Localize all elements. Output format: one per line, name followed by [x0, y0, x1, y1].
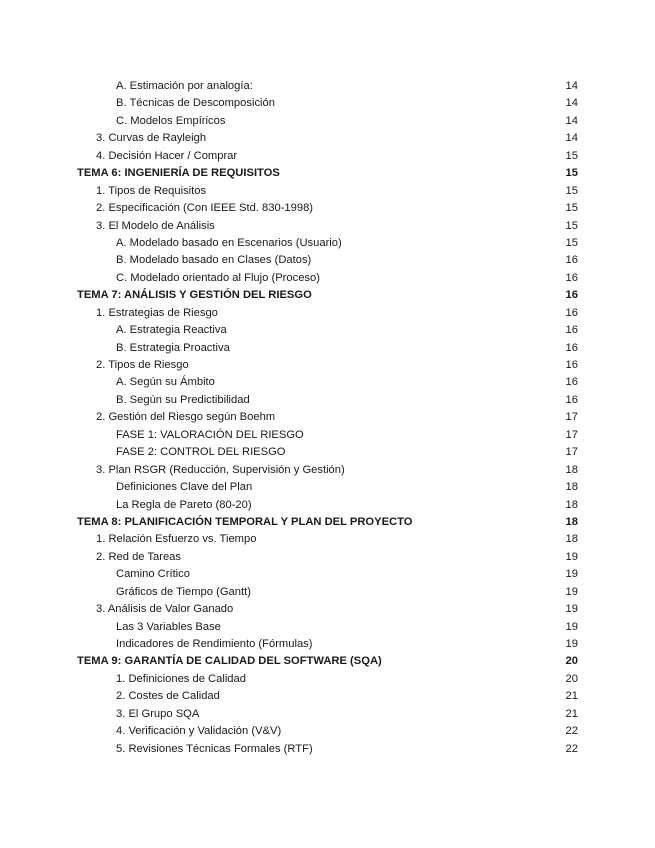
- toc-entry-label: FASE 2: CONTROL DEL RIESGO: [116, 446, 286, 459]
- toc-page-number: 19: [565, 638, 578, 650]
- toc-entry[interactable]: [0, 183, 655, 200]
- toc-entry-label: B. Estrategia Proactiva: [116, 341, 230, 354]
- toc-entry-label: 2. Gestión del Riesgo según Boehm: [96, 411, 276, 424]
- toc-entry[interactable]: [0, 130, 655, 147]
- toc-page-number: 15: [565, 149, 578, 162]
- toc-page-number: 16: [565, 376, 578, 389]
- toc-page-number: 19: [565, 603, 578, 616]
- toc-entry-label: 5. Revisiones Técnicas Formales (RTF): [116, 742, 313, 755]
- toc-page-number: 19: [565, 568, 578, 581]
- toc-entry[interactable]: [0, 322, 655, 339]
- toc-entry[interactable]: [0, 78, 655, 95]
- toc-entry[interactable]: [0, 566, 655, 583]
- toc-entry[interactable]: [0, 497, 655, 514]
- toc-entry[interactable]: [0, 95, 655, 112]
- toc-entry-label: A. Estrategia Reactiva: [116, 324, 227, 337]
- toc-page-number: 16: [565, 254, 578, 267]
- toc-page-number: 18: [565, 533, 578, 546]
- toc-entry[interactable]: [0, 479, 655, 496]
- toc-entry-label: 3. Análisis de Valor Ganado: [96, 603, 234, 616]
- toc-entry[interactable]: [0, 462, 655, 479]
- toc-entry[interactable]: [0, 218, 655, 235]
- toc-entry-label: Indicadores de Rendimiento (Fórmulas): [116, 638, 313, 650]
- toc-chapter-heading[interactable]: [0, 287, 655, 304]
- toc-page-number: 18: [565, 498, 578, 511]
- toc-page-number: 15: [565, 219, 578, 232]
- toc-entry-label: B. Técnicas de Descomposición: [116, 97, 275, 110]
- toc-entry-label: 1. Definiciones de Calidad: [116, 672, 246, 685]
- toc-entry-label: 2. Especificación (Con IEEE Std. 830-1998): [96, 202, 314, 215]
- toc-entry[interactable]: [0, 688, 655, 705]
- toc-entry[interactable]: [0, 392, 655, 409]
- toc-page-number: 15: [565, 184, 578, 197]
- toc-entry[interactable]: [0, 357, 655, 374]
- toc-entry-label: 4. Verificación y Validación (V&V): [116, 725, 282, 738]
- toc-entry-label: C. Modelado orientado al Flujo (Proceso): [116, 271, 320, 284]
- toc-page-number: 16: [565, 341, 578, 354]
- toc-page-number: 14: [565, 114, 578, 127]
- toc-page-number: 17: [565, 428, 578, 441]
- toc-entry[interactable]: [0, 148, 655, 165]
- toc-entry-label: A. Según su Ámbito: [116, 376, 215, 389]
- toc-chapter-heading[interactable]: [0, 514, 655, 531]
- toc-entry-label: FASE 1: VALORACIÓN DEL RIESGO: [116, 428, 304, 441]
- toc-entry[interactable]: [0, 305, 655, 322]
- toc-page-number: 16: [565, 289, 578, 302]
- toc-entry[interactable]: [0, 723, 655, 740]
- toc-entry-label: A. Modelado basado en Escenarios (Usuario): [116, 236, 342, 249]
- toc-entry[interactable]: [0, 584, 655, 601]
- toc-entry-label: 4. Decisión Hacer / Comprar: [96, 149, 238, 162]
- toc-page-number: 15: [565, 167, 578, 180]
- toc-entry-label: Gráficos de Tiempo (Gantt): [116, 585, 251, 598]
- toc-entry[interactable]: [0, 235, 655, 252]
- toc-entry[interactable]: [0, 340, 655, 357]
- toc-entry[interactable]: [0, 531, 655, 548]
- toc-entry-label: 2. Costes de Calidad: [116, 690, 220, 703]
- toc-entry-label: 1. Tipos de Requisitos: [96, 184, 207, 197]
- toc-entry-label: 2. Tipos de Riesgo: [96, 359, 189, 371]
- toc-entry-label: Las 3 Variables Base: [116, 620, 221, 633]
- toc-page-number: 16: [565, 393, 578, 406]
- toc-entry[interactable]: [0, 549, 655, 566]
- toc-page-number: 16: [565, 271, 578, 284]
- toc-page-number: 19: [565, 550, 578, 563]
- toc-entry[interactable]: [0, 113, 655, 130]
- toc-entry[interactable]: [0, 409, 655, 426]
- toc-entry-label: 3. Curvas de Rayleigh: [96, 132, 207, 145]
- toc-entry[interactable]: [0, 741, 655, 758]
- toc-entry-label: TEMA 9: GARANTÍA DE CALIDAD DEL SOFTWARE (SQA): [77, 655, 382, 668]
- toc-entry[interactable]: [0, 706, 655, 723]
- toc-entry-label: Definiciones Clave del Plan: [116, 481, 253, 494]
- toc-page-number: 16: [565, 359, 578, 371]
- toc-entry-label: A. Estimación por analogía:: [116, 80, 253, 92]
- toc-entry[interactable]: [0, 200, 655, 217]
- table-of-contents: [0, 78, 655, 758]
- toc-entry[interactable]: [0, 619, 655, 636]
- toc-page-number: 20: [565, 655, 578, 668]
- toc-entry-label: 1. Estrategias de Riesgo: [96, 306, 218, 319]
- toc-entry[interactable]: [0, 252, 655, 269]
- toc-entry[interactable]: [0, 374, 655, 391]
- toc-entry[interactable]: [0, 636, 655, 653]
- toc-page-number: 15: [565, 236, 578, 249]
- toc-entry-label: TEMA 7: ANÁLISIS Y GESTIÓN DEL RIESGO: [77, 289, 312, 302]
- toc-page-number: 19: [565, 620, 578, 633]
- toc-entry[interactable]: [0, 270, 655, 287]
- toc-entry-label: Camino Crítico: [116, 568, 190, 581]
- toc-page-number: 21: [565, 707, 578, 720]
- toc-page-number: 22: [565, 742, 578, 755]
- toc-entry[interactable]: [0, 427, 655, 444]
- toc-page-number: 14: [565, 132, 578, 145]
- toc-entry-label: 2. Red de Tareas: [96, 550, 181, 563]
- toc-page-number: 20: [565, 672, 578, 685]
- toc-page-number: 18: [565, 515, 578, 528]
- toc-entry-label: C. Modelos Empíricos: [116, 114, 226, 127]
- toc-entry-label: B. Según su Predictibilidad: [116, 393, 250, 406]
- toc-entry[interactable]: [0, 601, 655, 618]
- toc-page-number: 16: [565, 306, 578, 319]
- toc-page-number: 16: [565, 324, 578, 337]
- toc-entry[interactable]: [0, 671, 655, 688]
- toc-page-number: 14: [565, 80, 578, 92]
- toc-entry-label: 3. El Grupo SQA: [116, 707, 200, 720]
- toc-page-number: 21: [565, 690, 578, 703]
- toc-page-number: 14: [565, 97, 578, 110]
- toc-page-number: 17: [565, 411, 578, 424]
- toc-entry-label: La Regla de Pareto (80-20): [116, 498, 252, 511]
- toc-page-number: 18: [565, 481, 578, 494]
- toc-entry-label: B. Modelado basado en Clases (Datos): [116, 254, 312, 267]
- toc-entry-label: 1. Relación Esfuerzo vs. Tiempo: [96, 533, 257, 546]
- toc-entry[interactable]: [0, 444, 655, 461]
- toc-page-number: 18: [565, 463, 578, 476]
- toc-entry-label: TEMA 6: INGENIERÍA DE REQUISITOS: [77, 167, 280, 180]
- toc-page-number: 15: [565, 202, 578, 215]
- toc-entry-label: 3. El Modelo de Análisis: [96, 219, 215, 232]
- toc-chapter-heading[interactable]: [0, 165, 655, 182]
- toc-page-number: 17: [565, 446, 578, 459]
- toc-entry-label: 3. Plan RSGR (Reducción, Supervisión y Gestión): [96, 463, 345, 476]
- toc-page-number: 19: [565, 585, 578, 598]
- toc-entry-label: TEMA 8: PLANIFICACIÓN TEMPORAL Y PLAN DEL PROYECTO: [77, 515, 413, 528]
- toc-chapter-heading[interactable]: [0, 653, 655, 670]
- toc-page-number: 22: [565, 725, 578, 738]
